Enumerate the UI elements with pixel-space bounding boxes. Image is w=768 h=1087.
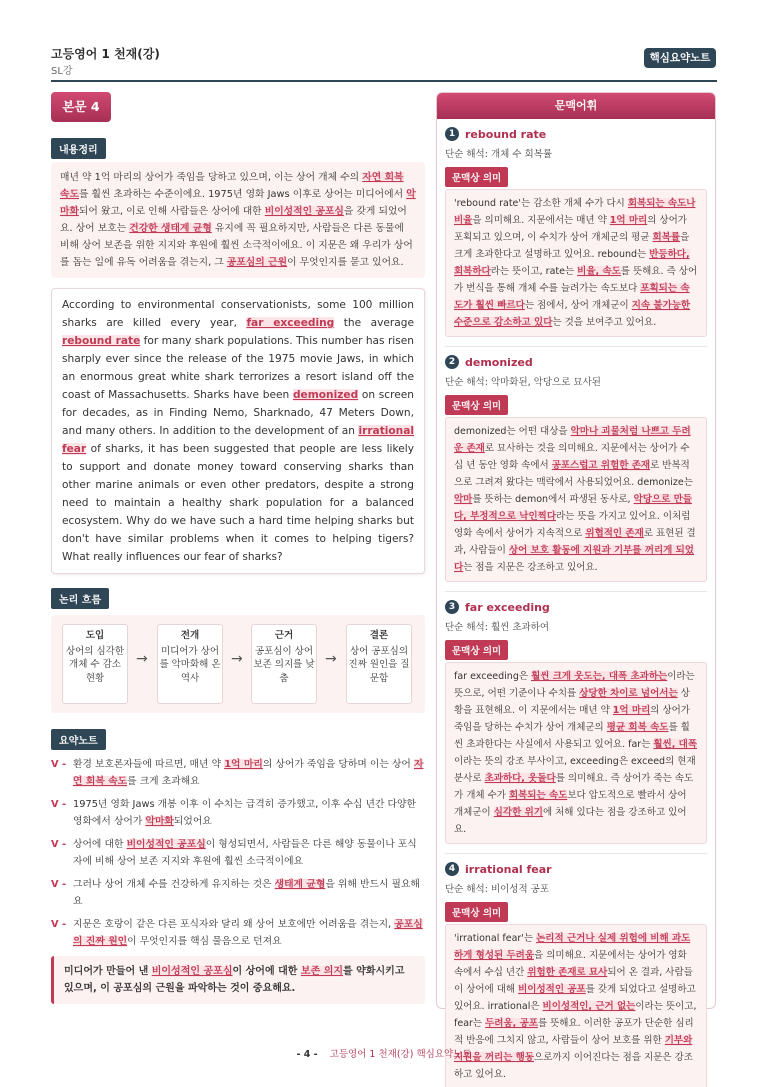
context-meaning-text bbox=[445, 417, 707, 582]
summary-label: 내용정리 bbox=[51, 138, 106, 159]
highlight-term: 비이성적인 공포심 bbox=[126, 839, 206, 850]
highlight-term: 보존 의지 bbox=[300, 966, 344, 977]
page-number: - 4 - bbox=[296, 1049, 318, 1060]
vocab-simple-meaning: 단순 해석: 악마화된, 악당으로 묘사된 bbox=[445, 377, 601, 388]
highlight-term: irrational fear bbox=[62, 425, 414, 455]
text-run: 로 묘사하는 것을 의미해요. 지문에서는 상어가 수십 년 동안 영화 속에서 bbox=[454, 443, 690, 471]
check-mark-icon: V - bbox=[51, 759, 67, 770]
text-run: According to environmental conservationists, some 100 million sharks are killed every year, bbox=[62, 299, 414, 329]
highlight-term: 비이성적인 공포 bbox=[518, 984, 586, 995]
text-run: 는 점을 지문은 강조하고 있어요. bbox=[463, 562, 598, 573]
text-run: 을 의미해요. 지문에서는 상어가 영화 속에서 수십 년간 bbox=[454, 950, 687, 978]
arrow-icon: → bbox=[136, 651, 148, 667]
highlight-term: 악당으로 만들다, 부정적으로 낙인찍다 bbox=[454, 494, 692, 522]
highlight-term: 심각한 위기 bbox=[493, 807, 543, 818]
text-run: 를 뜻해요. 이러한 공포가 단순한 심리적 반응에 그치지 않고, 사람들이 상어 보호를 위한 bbox=[454, 1018, 694, 1046]
context-meaning-text bbox=[445, 662, 707, 844]
vocab-word: demonized bbox=[465, 355, 533, 369]
arrow-icon: → bbox=[231, 651, 243, 667]
highlight-term: 악마나 괴물처럼 나쁘고 두려운 존재 bbox=[454, 426, 691, 454]
flow-label: 논리 흐름 bbox=[51, 588, 109, 609]
note-item bbox=[51, 796, 425, 830]
text-run: on screen for decades, as in Finding Nemo, Sharknado, 47 Meters Down, and many others. In addition to the development of an bbox=[62, 389, 414, 437]
note-item bbox=[51, 916, 425, 950]
text-run: 을 위해 반드시 필요해요 bbox=[73, 879, 420, 907]
text-run: 을 의미해요. 지문에서는 매년 약 bbox=[472, 215, 610, 226]
text-run: 로 표현된 결과, 사람들이 bbox=[454, 528, 696, 556]
footer-source: 고등영어 1 천재(강) 핵심요약노트 bbox=[329, 1049, 472, 1060]
text-run: 이라는 뜻으로, 어떤 기준이나 수치를 bbox=[454, 671, 695, 699]
text-run: for many shark populations. This number has risen sharply ever since the release of the 1975 movie Jaws, in which an enormous great white shark terrorizes a resort island off the coast of Massachusetts. Sharks have been bbox=[62, 335, 415, 401]
text-run: 지문은 호랑이 같은 다른 포식자와 달리 왜 상어 보호에만 어려움을 겪는지, bbox=[73, 919, 395, 930]
highlight-term: 비이성적인 공포심 bbox=[264, 206, 344, 217]
vocab-title bbox=[445, 600, 707, 614]
text-run: 의 상어가 포획되고 있으며, 이 수치가 상어 개체군의 평균 bbox=[454, 215, 687, 243]
highlight-term: 훨씬 크게 웃도는, 대폭 초과하는 bbox=[531, 671, 668, 682]
vocab-simple-meaning: 단순 해석: 훨씬 초과하여 bbox=[445, 622, 550, 633]
vocab-entry bbox=[437, 355, 715, 592]
key-callout bbox=[51, 956, 425, 1004]
text-run: 을 크게 초과한다고 설명하고 있어요. rebound는 bbox=[454, 232, 690, 260]
text-run: 그러나 상어 개체 수를 건강하게 유지하는 것은 bbox=[73, 879, 275, 890]
text-run: 이라는 뜻의 강조 부사이고, exceeding은 exceed의 현재분사로 bbox=[454, 756, 696, 784]
highlight-term: 비이성적인, 근거 없는 bbox=[542, 1001, 636, 1012]
vocab-word: irrational fear bbox=[465, 862, 552, 876]
highlight-term: 초과하다, 웃돌다 bbox=[484, 773, 556, 784]
vocab-divider bbox=[445, 346, 707, 347]
highlight-term: 악마 bbox=[454, 494, 473, 505]
left-column bbox=[51, 92, 425, 1004]
vocab-simple-meaning: 단순 해석: 개체 수 회복률 bbox=[445, 149, 553, 160]
text-run: 미디어가 만들어 낸 bbox=[64, 966, 152, 977]
english-passage bbox=[52, 289, 424, 573]
highlight-term: 회복되는 속도 bbox=[508, 790, 568, 801]
note-text bbox=[73, 796, 425, 830]
vocab-divider bbox=[445, 853, 707, 854]
text-run: 보다 압도적으로 빨라서 상어 개체군이 bbox=[454, 790, 687, 818]
text-run: far exceeding은 bbox=[454, 671, 532, 682]
text-run: 를 갖게 되었다고 설명하고 있어요. irrational은 bbox=[454, 984, 696, 1012]
text-run: of sharks, it has been suggested that people are less likely to support and donate money toward conserving sharks than other marine animals or even other predators, despite a strong need to maintain a healthy shark population for a balanced ecosystem. Why do we have such a hard time helping sharks but don't have similar problems when it comes to helping tigers? What really influences our fear of sharks? bbox=[62, 443, 414, 563]
highlight-term: 지속 불가능한 수준으로 감소하고 있다 bbox=[454, 300, 691, 328]
flow-step-title: 결론 bbox=[369, 630, 389, 641]
note-text bbox=[73, 756, 425, 790]
vocab-number: 4 bbox=[445, 862, 459, 876]
note-text bbox=[73, 876, 425, 910]
note-badge: 핵심요약노트 bbox=[644, 48, 716, 68]
vocab-word: rebound rate bbox=[465, 127, 547, 141]
text-run: 이 상어에 대한 bbox=[232, 966, 301, 977]
text-run: 이 무엇인지를 핵심 물음으로 던져요 bbox=[127, 936, 282, 947]
highlight-term: 기부와 지원을 꺼리는 행동 bbox=[454, 1035, 693, 1063]
vocab-entry bbox=[437, 127, 715, 347]
note-text bbox=[73, 836, 425, 870]
text-run: 는 점에서, 상어 개체군이 bbox=[524, 300, 632, 311]
text-run: 를 훨씬 초과하는 수준이에요. 1975년 영화 Jaws 이후로 상어는 미디어에서 bbox=[78, 189, 407, 200]
highlight-term: 1억 마리 bbox=[224, 759, 263, 770]
text-run: demonized는 어떤 대상을 bbox=[454, 426, 571, 437]
english-passage-box bbox=[51, 288, 425, 574]
highlight-term: 상당한 차이로 넘어서는 bbox=[579, 688, 678, 699]
text-run: 를 크게 초과해요 bbox=[127, 776, 200, 787]
text-run: 매년 약 1억 마리의 상어가 죽임을 당하고 있으며, 이는 상어 개체 수의 bbox=[60, 172, 363, 183]
context-meaning-text bbox=[445, 189, 707, 337]
check-mark-icon: V - bbox=[51, 839, 67, 850]
flow-step-evidence bbox=[251, 624, 317, 704]
flow-step-intro bbox=[62, 624, 128, 704]
vocab-title bbox=[445, 862, 707, 876]
highlight-term: far exceeding bbox=[246, 317, 335, 329]
highlight-term: 악마화 bbox=[60, 189, 416, 217]
flow-step-body: 상어 공포심의 진짜 원인을 질문함 bbox=[348, 645, 410, 684]
context-meaning-label: 문맥상 의미 bbox=[445, 167, 508, 187]
flow-step-body: 공포심이 상어 보존 의지를 낮춤 bbox=[253, 645, 315, 684]
highlight-term: rebound rate bbox=[62, 335, 141, 347]
check-mark-icon: V - bbox=[51, 879, 67, 890]
flow-step-conclusion bbox=[346, 624, 412, 704]
summary-notes bbox=[51, 756, 425, 950]
context-meaning-label: 문맥상 의미 bbox=[445, 395, 508, 415]
vocab-entry bbox=[437, 600, 715, 854]
highlight-term: 논리적 근거나 실제 위험에 비해 과도하게 형성된 두려움 bbox=[454, 933, 691, 961]
note-item bbox=[51, 876, 425, 910]
text-run: 를 뜻해요. 즉 상어가 번식을 통해 개체 수를 늘려가는 속도보다 bbox=[454, 266, 698, 294]
highlight-term: 생태계 균형 bbox=[274, 879, 326, 890]
context-meaning-text bbox=[445, 924, 707, 1087]
highlight-term: demonized bbox=[292, 389, 359, 401]
doc-subtitle: SL강 bbox=[51, 66, 73, 77]
text-run: 의 상어가 죽임을 당하는 수치가 상어 개체군의 bbox=[454, 705, 690, 733]
text-run: 로 반복적으로 그려져 왔다는 맥락에서 사용되었어요. demonize는 bbox=[454, 460, 693, 488]
check-mark-icon: V - bbox=[51, 919, 67, 930]
highlight-term: 회복률 bbox=[652, 232, 681, 243]
highlight-term: 공포스럽고 위험한 존재 bbox=[551, 460, 651, 471]
context-meaning-label: 문맥상 의미 bbox=[445, 640, 508, 660]
note-item bbox=[51, 756, 425, 790]
text-run: 상황을 표현해요. 이 지문에서는 매년 약 bbox=[454, 688, 690, 716]
doc-title: 고등영어 1 천재(강) bbox=[51, 47, 160, 61]
note-text bbox=[73, 916, 425, 950]
section-title: 본문 4 bbox=[51, 92, 111, 122]
flow-step-development bbox=[157, 624, 223, 704]
text-run: 라는 뜻을 가지고 있어요. 이처럼 영화 속에서 상어가 지속적으로 bbox=[454, 511, 691, 539]
highlight-term: 훨씬, 대폭 bbox=[653, 739, 698, 750]
notes-label: 요약노트 bbox=[51, 729, 106, 750]
highlight-term: 상어 보호 활동에 지원과 기부를 꺼리게 되었다 bbox=[454, 545, 694, 573]
highlight-term: 비율, 속도 bbox=[577, 266, 621, 277]
vocab-number: 3 bbox=[445, 600, 459, 614]
highlight-term: 두려움, 공포 bbox=[485, 1018, 538, 1029]
text-run: 는 것을 보여주고 있어요. bbox=[552, 317, 657, 328]
text-run: 되었어요 bbox=[173, 816, 212, 827]
highlight-term: 공포심의 근원 bbox=[226, 257, 288, 268]
highlight-term: 악마화 bbox=[145, 816, 174, 827]
page-footer bbox=[0, 1046, 768, 1060]
context-meaning-label: 문맥상 의미 bbox=[445, 902, 508, 922]
note-item bbox=[51, 836, 425, 870]
text-run: 를 훨씬 초과한다는 사실에서 사용되고 있어요. far는 bbox=[454, 722, 690, 750]
text-run: 1975년 영화 Jaws 개봉 이후 이 수치는 급격히 증가했고, 이후 수십 년간 다양한 영화에서 상어가 bbox=[73, 799, 416, 827]
text-run: 을 갖게 되었어요. 상어 보호는 bbox=[60, 206, 407, 234]
vocab-number: 1 bbox=[445, 127, 459, 141]
text-run: 유지에 꼭 필요하지만, 사람들은 다른 동물에 비해 상어 보존을 위한 지지와 후원에 훨씬 소극적이에요. 이 지문은 왜 우리가 상어를 돕는 일에 유독 어려움을 겪는지, 그 bbox=[60, 223, 413, 268]
highlight-term: 1억 마리 bbox=[612, 705, 651, 716]
text-run: 를 의미해요. 즉 상어가 죽는 속도가 개체 수가 bbox=[454, 773, 694, 801]
highlight-term: 평균 회복 속도 bbox=[606, 722, 669, 733]
text-run: 환경 보호론자들에 따르면, 매년 약 bbox=[73, 759, 225, 770]
check-mark-icon: V - bbox=[51, 799, 67, 810]
text-run: 를 약화시키고 있으며, 이 공포심의 근원을 파악하는 것이 중요해요. bbox=[64, 966, 405, 994]
text-run: 으로까지 이어진다는 점을 지문은 강조하고 있어요. bbox=[454, 1052, 693, 1080]
vocab-panel bbox=[436, 92, 716, 1080]
logic-flow bbox=[51, 615, 425, 713]
vocab-title bbox=[445, 127, 707, 141]
highlight-term: 자연 회복 속도 bbox=[60, 172, 404, 200]
flow-step-body: 상어의 심각한 개체 수 감소 현황 bbox=[65, 645, 125, 684]
text-run: 상어에 대한 bbox=[73, 839, 127, 850]
vocab-number: 2 bbox=[445, 355, 459, 369]
flow-step-title: 전개 bbox=[180, 630, 200, 641]
highlight-term: 위험한 존재로 묘사 bbox=[527, 967, 608, 978]
highlight-term: 건강한 생태계 균형 bbox=[129, 223, 212, 234]
highlight-term: 반등하다, 회복하다 bbox=[454, 249, 690, 277]
text-run: 되어 온 결과, 사람들이 상어에 대해 bbox=[454, 967, 693, 995]
highlight-term: 비이성적인 공포심 bbox=[151, 966, 233, 977]
vocab-word: far exceeding bbox=[465, 600, 550, 614]
flow-step-body: 미디어가 상어를 악마화해 온 역사 bbox=[159, 645, 221, 684]
text-run: 의 상어가 죽임을 당하며 이는 상어 bbox=[262, 759, 414, 770]
highlight-term: 자연 회복 속도 bbox=[73, 759, 424, 787]
text-run: 'irrational fear'는 bbox=[454, 933, 537, 944]
highlight-term: 공포심의 진짜 원인 bbox=[73, 919, 423, 947]
highlight-term: 포획되는 속도가 훨씬 빠르다 bbox=[454, 283, 690, 311]
highlight-term: 위협적인 존재 bbox=[585, 528, 644, 539]
text-run: 이 무엇인지를 묻고 있어요. bbox=[287, 257, 404, 268]
text-run: 라는 뜻이고, rate는 bbox=[490, 266, 578, 277]
header-divider bbox=[51, 80, 717, 82]
text-run: 'rebound rate'는 감소한 개체 수가 다시 bbox=[454, 198, 628, 209]
summary-box bbox=[51, 162, 425, 278]
highlight-term: 회복되는 속도나 비율 bbox=[454, 198, 696, 226]
vocab-list bbox=[437, 127, 715, 1087]
text-run: 되어 왔고, 이로 인해 사람들은 상어에 대한 bbox=[78, 206, 265, 217]
text-run: 이라는 뜻이고, fear는 bbox=[454, 1001, 697, 1029]
summary-text bbox=[60, 169, 416, 271]
highlight-term: 1억 마리 bbox=[609, 215, 648, 226]
vocab-title bbox=[445, 355, 707, 369]
vocab-divider bbox=[445, 591, 707, 592]
flow-step-title: 도입 bbox=[85, 630, 105, 641]
text-run: 이 형성되면서, 사람들은 다른 해양 동물이나 포식자에 비해 상어 보존 지지와 후원에 훨씬 소극적이에요 bbox=[73, 839, 417, 867]
vocab-header: 문맥어휘 bbox=[437, 93, 715, 119]
text-run: the average bbox=[334, 317, 414, 329]
vocab-simple-meaning: 단순 해석: 비이성적 공포 bbox=[445, 884, 550, 895]
text-run: 에 처해 있다는 점을 강조하고 있어요. bbox=[454, 807, 687, 835]
flow-step-title: 근거 bbox=[274, 630, 294, 641]
text-run: 를 뜻하는 demon에서 파생된 동사로, bbox=[472, 494, 634, 505]
arrow-icon: → bbox=[325, 651, 337, 667]
